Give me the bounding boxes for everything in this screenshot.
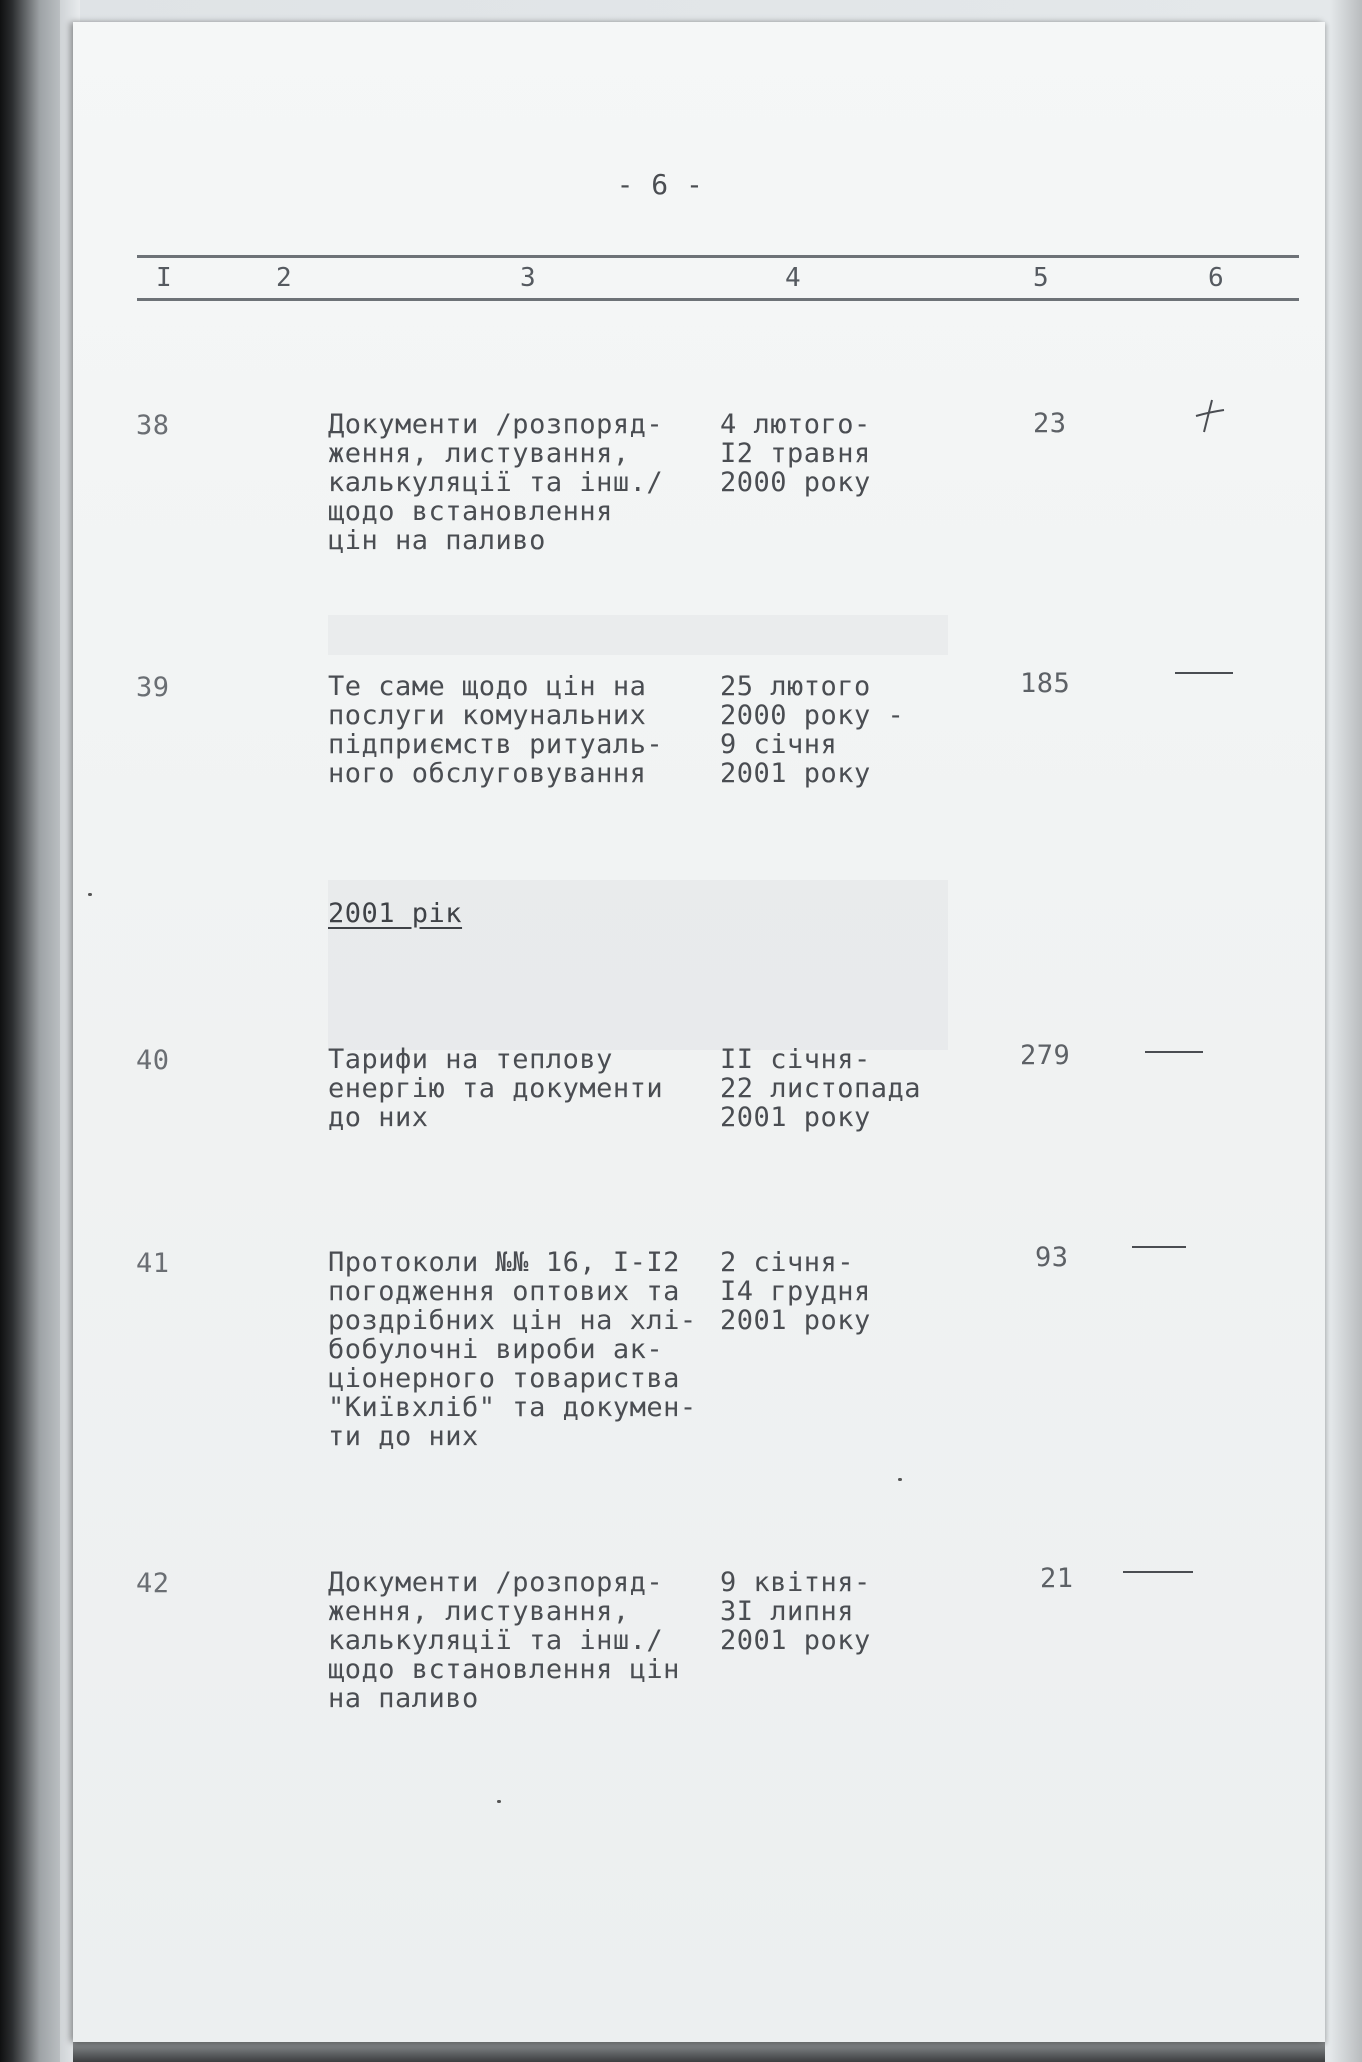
entry-dates: 2 січня- I4 грудня 2001 року [720,1247,871,1336]
handwritten-cross-mark [1190,396,1230,436]
entry-sheet-count: 185 [1020,668,1071,699]
page-number: - 6 - [616,168,704,201]
entry-description: Документи /розпоряд- ження, листування, калькуляції та інш./ щодо встановлення цін на паливо [328,409,664,556]
entry-description: Протоколи №№ 16, I-I2 погодження оптових та роздрібних цін на хлі- бобулочні вироби ак- ціонерного товариства "Київхліб" та докумен- ти до них [328,1247,697,1452]
handwritten-dash-mark [1145,1051,1203,1053]
entry-description: Те саме щодо цін на послуги комунальних підприємств ритуаль- ного обслуговування [328,671,664,789]
entry-number: 42 [136,1568,170,1599]
column-number-2: 2 [276,263,293,293]
paper-speck [898,1478,902,1481]
entry-description: Тарифи на теплову енергію та документи до них [328,1044,664,1133]
entry-number: 39 [136,672,170,703]
entry-number: 38 [136,410,170,441]
entry-sheet-count: 21 [1040,1563,1074,1594]
column-number-4: 4 [785,263,802,293]
paper-speck [88,893,92,896]
entry-dates: 4 лютого- I2 травня 2000 року [720,409,871,498]
column-number-1: I [156,263,173,293]
entry-dates: 25 лютого 2000 року - 9 січня 2001 року [720,671,905,789]
entry-sheet-count: 23 [1033,408,1067,439]
handwritten-dash-mark [1132,1246,1186,1248]
handwritten-dash-mark [1123,1571,1193,1573]
column-number-5: 5 [1033,263,1050,293]
entry-dates: II січня- 22 листопада 2001 року [720,1044,922,1133]
handwritten-dash-mark [1175,672,1233,674]
entry-dates: 9 квітня- 3I липня 2001 року [720,1567,871,1656]
entry-sheet-count: 279 [1020,1040,1071,1071]
table-header-bottom-rule [137,298,1299,301]
column-number-3: 3 [520,263,537,293]
entry-sheet-count: 93 [1035,1242,1069,1273]
column-number-6: 6 [1208,263,1225,293]
show-through-mark [328,615,948,655]
section-heading-year: 2001 рік [328,898,463,929]
entry-description: Документи /розпоряд- ження, листування, калькуляції та інш./ щодо встановлення цін на паливо [328,1567,680,1714]
paper-speck [497,1800,501,1803]
entry-number: 41 [136,1248,170,1279]
table-header-top-rule [137,255,1299,258]
bottom-shadow [73,2042,1325,2062]
entry-number: 40 [136,1045,170,1076]
